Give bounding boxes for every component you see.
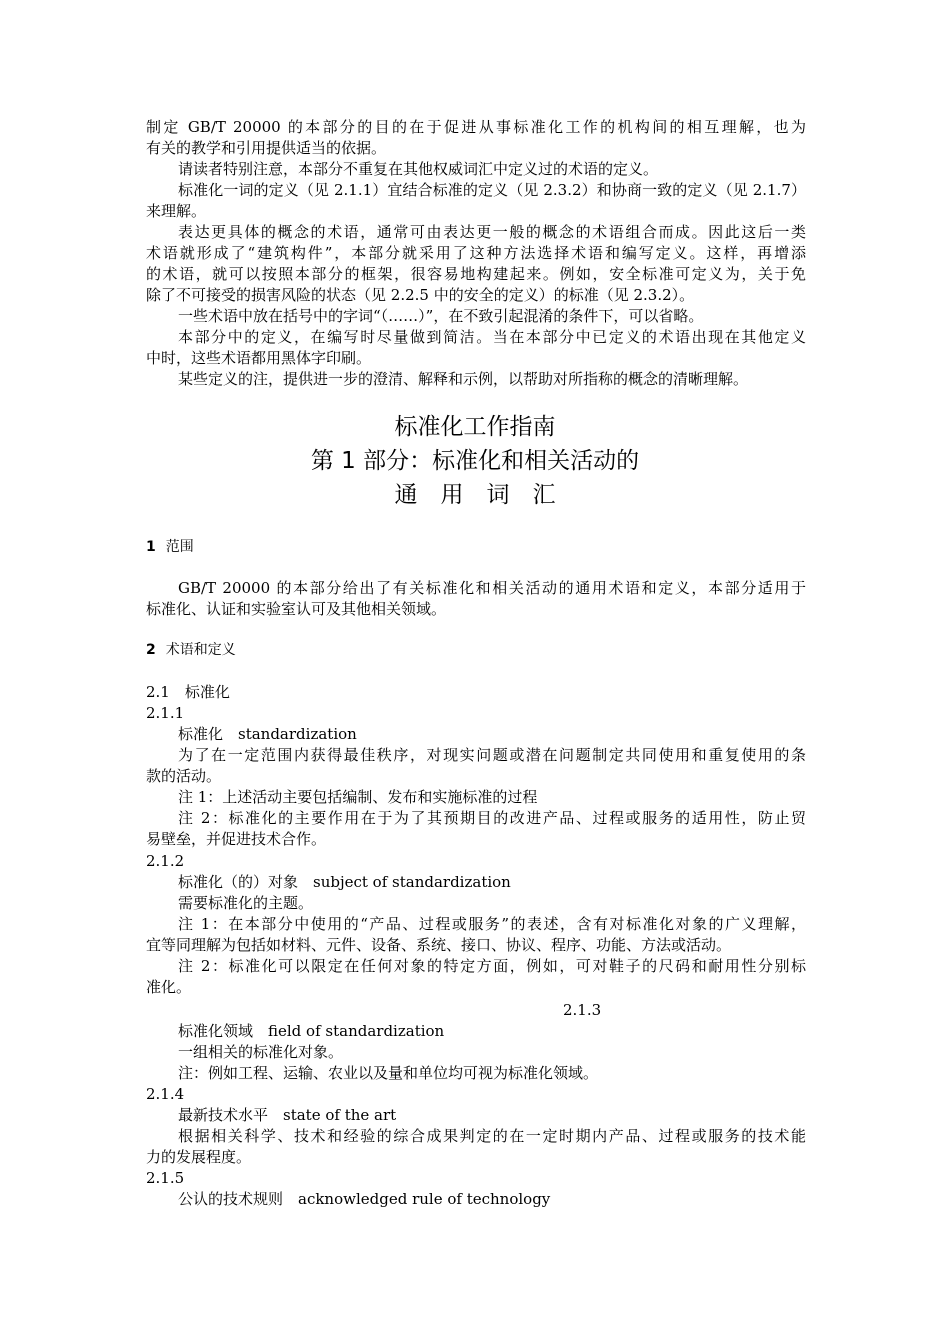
section-title: 范围	[165, 539, 194, 555]
term-definition: 力的发展程度。	[146, 1148, 252, 1166]
term-note: 注 1：上述活动主要包括编制、发布和实施标准的过程	[178, 788, 538, 806]
intro-line: 请读者特别注意，本部分不重复在其他权威词汇中定义过的术语的定义。	[178, 160, 659, 178]
term-note: 注 2：标准化可以限定在任何对象的特定方面，例如，可对鞋子的尺码和耐用性分别标	[178, 957, 806, 975]
intro-line: 某些定义的注，提供进一步的澄清、解释和示例，以帮助对所指称的概念的清晰理解。	[178, 370, 749, 388]
document-title-line-1: 标准化工作指南	[394, 414, 556, 440]
section-title: 术语和定义	[165, 642, 236, 658]
subsection-heading: 2.1 标准化	[146, 683, 230, 701]
term-name: 最新技术水平 state of the art	[178, 1106, 397, 1124]
term-number: 2.1.2	[146, 852, 185, 870]
intro-line: 标准化一词的定义（见 2.1.1）宜结合标准的定义（见 2.3.2）和协商一致的定义（见 2.1.7）	[178, 181, 806, 199]
term-definition: 根据相关科学、技术和经验的综合成果判定的在一定时期内产品、过程或服务的技术能	[178, 1127, 806, 1145]
document-title-line-3: 通 用 词 汇	[394, 482, 556, 508]
term-number: 2.1.5	[146, 1169, 185, 1187]
intro-line: 表达更具体的概念的术语，通常可由表达更一般的概念的术语组合而成。因此这后一类	[178, 223, 806, 241]
section-2-heading	[146, 640, 236, 661]
term-definition: 一组相关的标准化对象。	[178, 1043, 344, 1061]
term-name: 标准化 standardization	[178, 725, 357, 743]
term-number: 2.1.1	[146, 704, 185, 722]
term-definition: 需要标准化的主题。	[178, 894, 314, 912]
term-number: 2.1.4	[146, 1085, 185, 1103]
section-number: 1	[146, 539, 156, 555]
term-name: 标准化领域 field of standardization	[178, 1022, 445, 1040]
document-title-line-2: 第 1 部分：标准化和相关活动的	[310, 448, 640, 474]
scope-text: 标准化、认证和实验室认可及其他相关领域。	[146, 600, 447, 618]
term-note: 准化。	[146, 978, 192, 996]
term-note: 注：例如工程、运输、农业以及量和单位均可视为标准化领域。	[178, 1064, 599, 1082]
term-note: 易壁垒，并促进技术合作。	[146, 830, 327, 848]
intro-line: 的术语，就可以按照本部分的框架，很容易地构建起来。例如，安全标准可定义为，关于免	[146, 265, 806, 283]
intro-line: 制定 GB/T 20000 的本部分的目的在于促进从事标准化工作的机构间的相互理解，也为	[146, 118, 806, 136]
intro-line: 除了不可接受的损害风险的状态（见 2.2.5 中的安全的定义）的标准（见 2.3.2）。	[146, 286, 695, 304]
term-definition: 款的活动。	[146, 767, 222, 785]
term-number: 2.1.3	[563, 1001, 602, 1019]
term-name: 标准化（的）对象 subject of standardization	[178, 873, 511, 891]
term-note: 宜等同理解为包括如材料、元件、设备、系统、接口、协议、程序、功能、方法或活动。	[146, 936, 732, 954]
scope-text: GB/T 20000 的本部分给出了有关标准化和相关活动的通用术语和定义，本部分适用于	[178, 579, 806, 597]
intro-line: 本部分中的定义，在编写时尽量做到简洁。当在本部分中已定义的术语出现在其他定义	[178, 328, 806, 346]
intro-line: 来理解。	[146, 202, 207, 220]
term-note: 注 2：标准化的主要作用在于为了其预期目的改进产品、过程或服务的适用性，防止贸	[178, 809, 806, 827]
intro-line: 中时，这些术语都用黑体字印刷。	[146, 349, 372, 367]
term-name: 公认的技术规则 acknowledged rule of technology	[178, 1190, 551, 1208]
intro-line: 术语就形成了“建筑构件”，本部分就采用了这种方法选择术语和编写定义。这样，再增添	[146, 244, 806, 262]
intro-line: 一些术语中放在括号中的字词“（……）”，在不致引起混淆的条件下，可以省略。	[178, 307, 704, 325]
term-definition: 为了在一定范围内获得最佳秩序，对现实问题或潜在问题制定共同使用和重复使用的条	[178, 746, 806, 764]
term-note: 注 1：在本部分中使用的“产品、过程或服务”的表述，含有对标准化对象的广义理解，	[178, 915, 806, 933]
section-1-heading	[146, 537, 194, 558]
intro-line: 有关的教学和引用提供适当的依据。	[146, 139, 387, 157]
section-number: 2	[146, 642, 156, 658]
